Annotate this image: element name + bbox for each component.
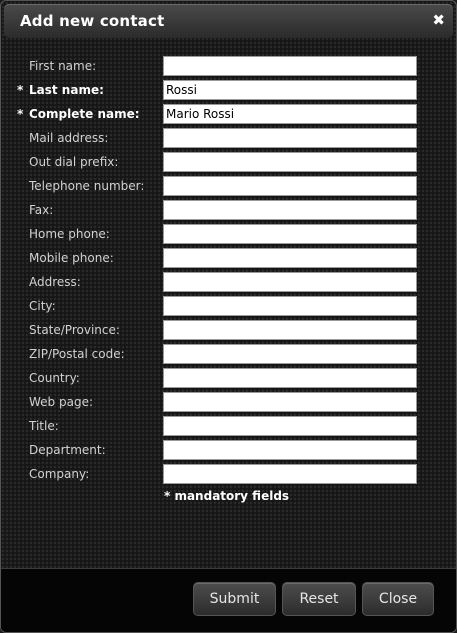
dialog-titlebar[interactable] — [4, 4, 453, 38]
close-icon[interactable]: ✖ — [432, 11, 445, 29]
form-row — [1, 128, 456, 148]
field-label: Fax: — [29, 203, 54, 217]
mandatory-note: * mandatory fields — [164, 489, 290, 503]
field-label: Complete name: — [29, 107, 140, 121]
field-input[interactable] — [163, 416, 417, 436]
field-input[interactable] — [163, 80, 417, 100]
form-row — [1, 416, 456, 436]
field-label: City: — [29, 299, 56, 313]
dialog-footer — [1, 568, 456, 633]
field-input[interactable] — [163, 272, 417, 292]
field-label: Mobile phone: — [29, 251, 114, 265]
field-label: Web page: — [29, 395, 93, 409]
field-input[interactable] — [163, 104, 417, 124]
field-label: Home phone: — [29, 227, 110, 241]
field-label: Telephone number: — [29, 179, 145, 193]
field-input[interactable] — [163, 224, 417, 244]
form-row — [1, 392, 456, 412]
field-input[interactable] — [163, 200, 417, 220]
form-row — [1, 464, 456, 484]
field-input[interactable] — [163, 152, 417, 172]
field-label: Company: — [29, 467, 90, 481]
dialog-title: Add new contact — [20, 12, 165, 30]
field-input[interactable] — [163, 440, 417, 460]
form-row — [1, 368, 456, 388]
form-row — [1, 224, 456, 244]
form-row — [1, 320, 456, 340]
field-label: Department: — [29, 443, 106, 457]
field-input[interactable] — [163, 368, 417, 388]
form-row — [1, 104, 456, 124]
field-label: Out dial prefix: — [29, 155, 119, 169]
field-input[interactable] — [163, 296, 417, 316]
field-input[interactable] — [163, 176, 417, 196]
field-label: State/Province: — [29, 323, 120, 337]
reset-button[interactable]: Reset — [282, 582, 356, 616]
required-marker: * — [17, 107, 24, 121]
form-row — [1, 344, 456, 364]
form-row — [1, 248, 456, 268]
field-label: Address: — [29, 275, 81, 289]
field-label: Mail address: — [29, 131, 109, 145]
field-label: Last name: — [29, 83, 104, 97]
field-label: First name: — [29, 59, 97, 73]
field-input[interactable] — [163, 344, 417, 364]
field-input[interactable] — [163, 320, 417, 340]
submit-button[interactable]: Submit — [193, 582, 276, 616]
form-row — [1, 440, 456, 460]
field-input[interactable] — [163, 248, 417, 268]
field-label: Title: — [29, 419, 59, 433]
field-label: Country: — [29, 371, 80, 385]
form-row — [1, 80, 456, 100]
field-input[interactable] — [163, 128, 417, 148]
field-input[interactable] — [163, 464, 417, 484]
form-row — [1, 272, 456, 292]
form-row — [1, 152, 456, 172]
field-label: ZIP/Postal code: — [29, 347, 125, 361]
form-row — [1, 200, 456, 220]
close-button[interactable]: Close — [362, 582, 434, 616]
field-input[interactable] — [163, 392, 417, 412]
form-row — [1, 176, 456, 196]
required-marker: * — [17, 83, 24, 97]
form-row — [1, 56, 456, 76]
field-input[interactable] — [163, 56, 417, 76]
form-row — [1, 296, 456, 316]
